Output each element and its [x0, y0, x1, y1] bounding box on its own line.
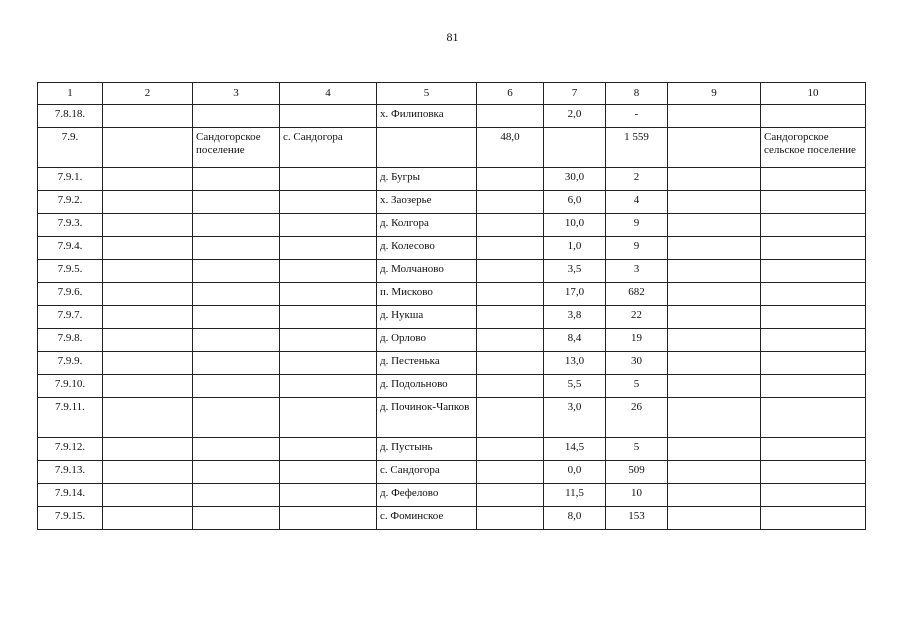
table-cell-col-4 [280, 329, 377, 352]
table-cell-col-9 [668, 329, 761, 352]
table-row [38, 306, 866, 329]
table-cell-col-2 [103, 352, 193, 375]
table-cell-col-6 [477, 105, 544, 128]
table-cell-col-5: д. Подольново [377, 375, 477, 398]
table-cell-col-5: с. Фоминское [377, 507, 477, 530]
table-cell-col-8: 5 [606, 438, 668, 461]
table-cell-col-1: 7.9.5. [38, 260, 103, 283]
settlements-table-wrapper [37, 82, 866, 530]
table-cell-col-5: д. Бугры [377, 168, 477, 191]
table-cell-col-5: д. Колесово [377, 237, 477, 260]
table-cell-col-9 [668, 168, 761, 191]
table-cell-col-8: 19 [606, 329, 668, 352]
table-cell-col-2 [103, 260, 193, 283]
table-row [38, 214, 866, 237]
table-cell-col-8: 1 559 [606, 128, 668, 168]
table-cell-col-1: 7.9.10. [38, 375, 103, 398]
table-cell-col-10 [761, 398, 866, 438]
column-header-9: 9 [668, 83, 761, 105]
table-cell-col-9 [668, 237, 761, 260]
table-cell-col-9 [668, 105, 761, 128]
table-row [38, 484, 866, 507]
table-cell-col-9 [668, 438, 761, 461]
table-cell-col-6: 48,0 [477, 128, 544, 168]
table-cell-col-6 [477, 191, 544, 214]
column-header-1: 1 [38, 83, 103, 105]
table-cell-col-5: д. Орлово [377, 329, 477, 352]
table-cell-col-4 [280, 283, 377, 306]
table-cell-col-8: - [606, 105, 668, 128]
table-cell-col-1: 7.9.14. [38, 484, 103, 507]
table-cell-col-6 [477, 329, 544, 352]
table-cell-col-9 [668, 398, 761, 438]
table-cell-col-10 [761, 375, 866, 398]
table-cell-col-7: 8,0 [544, 507, 606, 530]
table-cell-col-2 [103, 306, 193, 329]
table-cell-col-10 [761, 461, 866, 484]
table-cell-col-10 [761, 438, 866, 461]
table-cell-col-7: 11,5 [544, 484, 606, 507]
table-cell-col-8: 682 [606, 283, 668, 306]
table-cell-col-9 [668, 306, 761, 329]
table-cell-col-2 [103, 398, 193, 438]
table-cell-col-4 [280, 398, 377, 438]
table-cell-col-9 [668, 191, 761, 214]
table-cell-col-9 [668, 260, 761, 283]
table-row [38, 375, 866, 398]
table-cell-col-2 [103, 168, 193, 191]
table-cell-col-3 [193, 329, 280, 352]
table-cell-col-3 [193, 191, 280, 214]
table-cell-col-4: с. Сандогора [280, 128, 377, 168]
table-row [38, 237, 866, 260]
table-cell-col-9 [668, 128, 761, 168]
table-cell-col-3 [193, 484, 280, 507]
table-cell-col-10 [761, 283, 866, 306]
table-cell-col-2 [103, 128, 193, 168]
table-cell-col-4 [280, 438, 377, 461]
table-cell-col-7: 3,8 [544, 306, 606, 329]
table-cell-col-7: 0,0 [544, 461, 606, 484]
table-cell-col-4 [280, 191, 377, 214]
table-cell-col-6 [477, 168, 544, 191]
table-cell-col-10 [761, 306, 866, 329]
table-cell-col-2 [103, 507, 193, 530]
table-row [38, 329, 866, 352]
table-cell-col-8: 2 [606, 168, 668, 191]
table-cell-col-6 [477, 352, 544, 375]
table-cell-col-3 [193, 260, 280, 283]
table-cell-col-2 [103, 329, 193, 352]
table-cell-col-6 [477, 306, 544, 329]
table-cell-col-4 [280, 461, 377, 484]
table-cell-col-9 [668, 352, 761, 375]
table-cell-col-10 [761, 507, 866, 530]
table-cell-col-3 [193, 461, 280, 484]
table-cell-col-3 [193, 306, 280, 329]
table-cell-col-7: 2,0 [544, 105, 606, 128]
table-cell-col-3 [193, 398, 280, 438]
table-cell-col-10 [761, 214, 866, 237]
table-cell-col-7: 17,0 [544, 283, 606, 306]
table-cell-col-4 [280, 260, 377, 283]
table-cell-col-7: 6,0 [544, 191, 606, 214]
table-cell-col-4 [280, 352, 377, 375]
table-cell-col-1: 7.9.8. [38, 329, 103, 352]
table-cell-col-10 [761, 260, 866, 283]
table-row [38, 191, 866, 214]
table-cell-col-1: 7.9.2. [38, 191, 103, 214]
column-header-6: 6 [477, 83, 544, 105]
table-row [38, 105, 866, 128]
table-cell-col-9 [668, 283, 761, 306]
table-cell-col-9 [668, 484, 761, 507]
column-header-3: 3 [193, 83, 280, 105]
table-cell-col-9 [668, 461, 761, 484]
table-cell-col-8: 9 [606, 214, 668, 237]
table-row [38, 461, 866, 484]
table-cell-col-3 [193, 237, 280, 260]
table-cell-col-2 [103, 283, 193, 306]
column-header-5: 5 [377, 83, 477, 105]
table-cell-col-10 [761, 237, 866, 260]
table-cell-col-2 [103, 484, 193, 507]
table-cell-col-7: 8,4 [544, 329, 606, 352]
table-cell-col-1: 7.9.12. [38, 438, 103, 461]
table-cell-col-5 [377, 128, 477, 168]
table-cell-col-5: д. Пустынь [377, 438, 477, 461]
table-cell-col-6 [477, 461, 544, 484]
table-cell-col-5: д. Колгора [377, 214, 477, 237]
table-row [38, 352, 866, 375]
table-cell-col-3: Сандогорское поселение [193, 128, 280, 168]
table-cell-col-8: 3 [606, 260, 668, 283]
table-cell-col-6 [477, 507, 544, 530]
table-cell-col-10 [761, 105, 866, 128]
table-cell-col-3 [193, 352, 280, 375]
column-header-4: 4 [280, 83, 377, 105]
table-cell-col-8: 30 [606, 352, 668, 375]
table-cell-col-3 [193, 438, 280, 461]
table-cell-col-1: 7.9. [38, 128, 103, 168]
table-row [38, 438, 866, 461]
table-cell-col-10 [761, 484, 866, 507]
table-row [38, 507, 866, 530]
table-cell-col-3 [193, 375, 280, 398]
table-cell-col-2 [103, 375, 193, 398]
table-cell-col-9 [668, 507, 761, 530]
settlements-table [37, 82, 866, 530]
table-cell-col-2 [103, 461, 193, 484]
table-row [38, 398, 866, 438]
table-cell-col-8: 5 [606, 375, 668, 398]
table-cell-col-7: 1,0 [544, 237, 606, 260]
table-cell-col-7: 3,0 [544, 398, 606, 438]
table-cell-col-8: 10 [606, 484, 668, 507]
column-header-10: 10 [761, 83, 866, 105]
table-cell-col-1: 7.9.9. [38, 352, 103, 375]
table-cell-col-7: 13,0 [544, 352, 606, 375]
table-cell-col-10 [761, 168, 866, 191]
table-row [38, 128, 866, 168]
table-cell-col-6 [477, 438, 544, 461]
table-cell-col-10: Сандогорское сельское поселение [761, 128, 866, 168]
table-cell-col-5: д. Фефелово [377, 484, 477, 507]
table-cell-col-3 [193, 214, 280, 237]
table-cell-col-2 [103, 105, 193, 128]
table-cell-col-1: 7.9.13. [38, 461, 103, 484]
table-cell-col-1: 7.9.1. [38, 168, 103, 191]
table-cell-col-1: 7.9.11. [38, 398, 103, 438]
table-row [38, 283, 866, 306]
table-row [38, 260, 866, 283]
table-cell-col-3 [193, 168, 280, 191]
table-cell-col-5: д. Молчаново [377, 260, 477, 283]
table-cell-col-5: х. Заозерье [377, 191, 477, 214]
table-cell-col-5: с. Сандогора [377, 461, 477, 484]
table-cell-col-1: 7.9.6. [38, 283, 103, 306]
table-cell-col-4 [280, 484, 377, 507]
table-cell-col-8: 509 [606, 461, 668, 484]
table-cell-col-10 [761, 329, 866, 352]
table-cell-col-3 [193, 507, 280, 530]
table-row [38, 168, 866, 191]
table-cell-col-4 [280, 507, 377, 530]
table-cell-col-5: д. Пестенька [377, 352, 477, 375]
table-cell-col-5: п. Мисково [377, 283, 477, 306]
table-cell-col-7: 30,0 [544, 168, 606, 191]
table-cell-col-5: х. Филиповка [377, 105, 477, 128]
table-cell-col-10 [761, 352, 866, 375]
column-header-7: 7 [544, 83, 606, 105]
column-header-8: 8 [606, 83, 668, 105]
table-cell-col-2 [103, 438, 193, 461]
table-cell-col-6 [477, 283, 544, 306]
table-header-row [38, 83, 866, 105]
table-cell-col-5: д. Починок-Чапков [377, 398, 477, 438]
table-cell-col-3 [193, 283, 280, 306]
table-cell-col-6 [477, 484, 544, 507]
table-cell-col-8: 153 [606, 507, 668, 530]
table-cell-col-4 [280, 375, 377, 398]
table-cell-col-7: 14,5 [544, 438, 606, 461]
table-cell-col-2 [103, 191, 193, 214]
table-cell-col-1: 7.9.3. [38, 214, 103, 237]
table-cell-col-9 [668, 214, 761, 237]
table-cell-col-1: 7.8.18. [38, 105, 103, 128]
table-cell-col-4 [280, 237, 377, 260]
table-cell-col-4 [280, 105, 377, 128]
table-cell-col-10 [761, 191, 866, 214]
table-cell-col-9 [668, 375, 761, 398]
table-cell-col-1: 7.9.7. [38, 306, 103, 329]
table-cell-col-7: 10,0 [544, 214, 606, 237]
table-cell-col-1: 7.9.15. [38, 507, 103, 530]
column-header-2: 2 [103, 83, 193, 105]
table-cell-col-7: 3,5 [544, 260, 606, 283]
table-cell-col-8: 26 [606, 398, 668, 438]
table-cell-col-5: д. Нукша [377, 306, 477, 329]
table-cell-col-3 [193, 105, 280, 128]
table-cell-col-6 [477, 214, 544, 237]
table-cell-col-2 [103, 214, 193, 237]
table-cell-col-1: 7.9.4. [38, 237, 103, 260]
table-cell-col-6 [477, 260, 544, 283]
table-cell-col-7: 5,5 [544, 375, 606, 398]
table-cell-col-4 [280, 168, 377, 191]
table-cell-col-6 [477, 237, 544, 260]
table-cell-col-2 [103, 237, 193, 260]
table-cell-col-8: 4 [606, 191, 668, 214]
table-cell-col-8: 9 [606, 237, 668, 260]
table-cell-col-6 [477, 375, 544, 398]
table-cell-col-4 [280, 214, 377, 237]
table-cell-col-7 [544, 128, 606, 168]
table-cell-col-4 [280, 306, 377, 329]
table-cell-col-6 [477, 398, 544, 438]
table-cell-col-8: 22 [606, 306, 668, 329]
page-number: 81 [446, 30, 459, 44]
